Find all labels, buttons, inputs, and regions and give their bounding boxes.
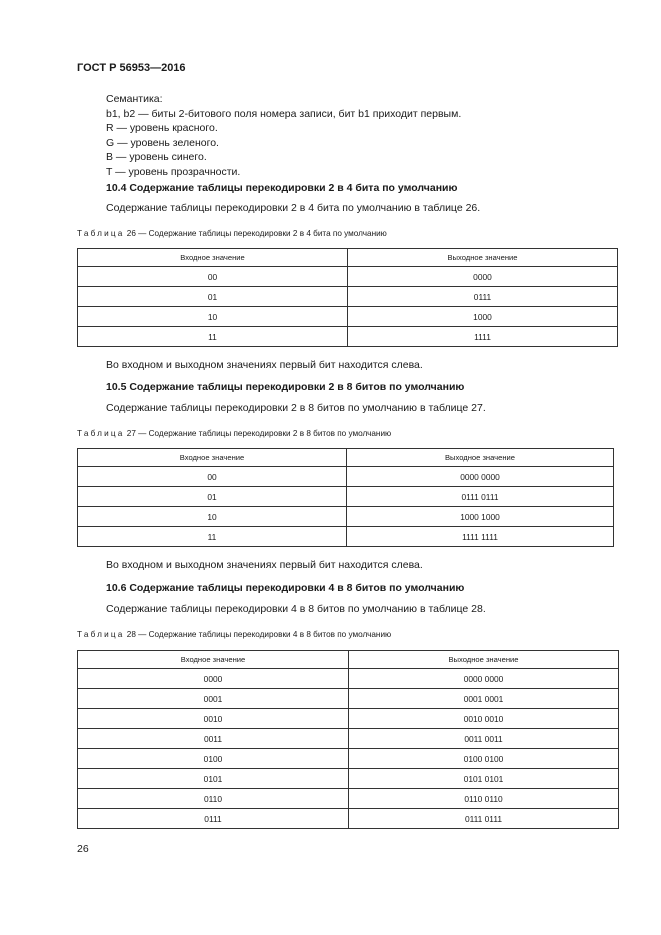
cell-output: 0101 0101 — [349, 769, 619, 789]
caption-prefix: Таблица — [77, 630, 125, 639]
cell-output: 0111 0111 — [349, 809, 619, 829]
table-row — [78, 669, 619, 689]
table-row — [78, 487, 614, 507]
semantics-line: T — уровень прозрачности. — [106, 165, 241, 178]
cell-input: 01 — [78, 287, 348, 307]
table-header-row — [78, 651, 619, 669]
table-row — [78, 267, 618, 287]
section-title-10-6: 10.6 Содержание таблицы перекодировки 4 в 8 битов по умолчанию — [106, 582, 465, 594]
cell-input: 01 — [78, 487, 347, 507]
table-row — [78, 809, 619, 829]
semantics-line: Семантика: — [106, 93, 163, 105]
cell-input: 0111 — [78, 809, 349, 829]
header-output-value: Выходное значение — [348, 249, 618, 267]
table-header-row — [78, 249, 618, 267]
document-header: ГОСТ Р 56953—2016 — [77, 62, 186, 74]
note-10-5: Во входном и выходном значениях первый бит находится слева. — [106, 559, 423, 571]
section-title-10-5: 10.5 Содержание таблицы перекодировки 2 в 8 битов по умолчанию — [106, 381, 465, 393]
table-header-row — [78, 449, 614, 467]
cell-input: 00 — [78, 467, 347, 487]
caption-text: 28 — Содержание таблицы перекодировки 4 в 8 битов по умолчанию — [124, 630, 392, 639]
cell-input: 0010 — [78, 709, 349, 729]
header-input-value: Входное значение — [78, 449, 347, 467]
header-output-value: Выходное значение — [347, 449, 614, 467]
note-10-4: Во входном и выходном значениях первый бит находится слева. — [106, 359, 423, 371]
table-caption-26 — [77, 229, 387, 238]
header-input-value: Входное значение — [78, 651, 349, 669]
cell-input: 0101 — [78, 769, 349, 789]
cell-input: 0110 — [78, 789, 349, 809]
cell-input: 10 — [78, 307, 348, 327]
cell-output: 0000 0000 — [349, 669, 619, 689]
table-caption-27 — [77, 429, 391, 438]
semantics-line: G — уровень зеленого. — [106, 136, 219, 149]
cell-output: 0000 0000 — [347, 467, 614, 487]
table-27 — [77, 448, 614, 547]
cell-input: 00 — [78, 267, 348, 287]
semantics-line: b1, b2 — биты 2-битового поля номера записи, бит b1 приходит первым. — [106, 107, 462, 120]
page-number: 26 — [77, 843, 89, 855]
cell-output: 0000 — [348, 267, 618, 287]
semantics-block — [106, 92, 461, 180]
table-row — [78, 327, 618, 347]
header-input-value: Входное значение — [78, 249, 348, 267]
table-row — [78, 749, 619, 769]
semantics-line: B — уровень синего. — [106, 151, 207, 164]
cell-input: 10 — [78, 507, 347, 527]
table-row — [78, 287, 618, 307]
cell-output: 0111 — [348, 287, 618, 307]
caption-text: 27 — Содержание таблицы перекодировки 2 в 8 битов по умолчанию — [124, 429, 392, 438]
table-row — [78, 527, 614, 547]
semantics-line: R — уровень красного. — [106, 122, 218, 135]
table-row — [78, 789, 619, 809]
table-28 — [77, 650, 619, 829]
cell-input: 11 — [78, 527, 347, 547]
cell-output: 0011 0011 — [349, 729, 619, 749]
table-row — [78, 709, 619, 729]
cell-output: 0111 0111 — [347, 487, 614, 507]
caption-text: 26 — Содержание таблицы перекодировки 2 в 4 бита по умолчанию — [124, 229, 387, 238]
cell-output: 1111 1111 — [347, 527, 614, 547]
cell-input: 0000 — [78, 669, 349, 689]
table-row — [78, 467, 614, 487]
table-row — [78, 689, 619, 709]
table-26 — [77, 248, 618, 347]
table-row — [78, 769, 619, 789]
cell-output: 1111 — [348, 327, 618, 347]
table-row — [78, 729, 619, 749]
cell-input: 0001 — [78, 689, 349, 709]
table-row — [78, 307, 618, 327]
section-intro-10-6: Содержание таблицы перекодировки 4 в 8 битов по умолчанию в таблице 28. — [106, 603, 486, 615]
cell-input: 0011 — [78, 729, 349, 749]
cell-input: 0100 — [78, 749, 349, 769]
table-row — [78, 507, 614, 527]
cell-output: 1000 — [348, 307, 618, 327]
section-intro-10-5: Содержание таблицы перекодировки 2 в 8 битов по умолчанию в таблице 27. — [106, 402, 486, 414]
header-output-value: Выходное значение — [349, 651, 619, 669]
cell-output: 0010 0010 — [349, 709, 619, 729]
cell-output: 0110 0110 — [349, 789, 619, 809]
table-caption-28 — [77, 630, 391, 639]
cell-input: 11 — [78, 327, 348, 347]
caption-prefix: Таблица — [77, 429, 125, 438]
caption-prefix: Таблица — [77, 229, 125, 238]
section-title-10-4: 10.4 Содержание таблицы перекодировки 2 в 4 бита по умолчанию — [106, 182, 458, 194]
cell-output: 0001 0001 — [349, 689, 619, 709]
section-intro-10-4: Содержание таблицы перекодировки 2 в 4 бита по умолчанию в таблице 26. — [106, 202, 481, 214]
cell-output: 0100 0100 — [349, 749, 619, 769]
cell-output: 1000 1000 — [347, 507, 614, 527]
